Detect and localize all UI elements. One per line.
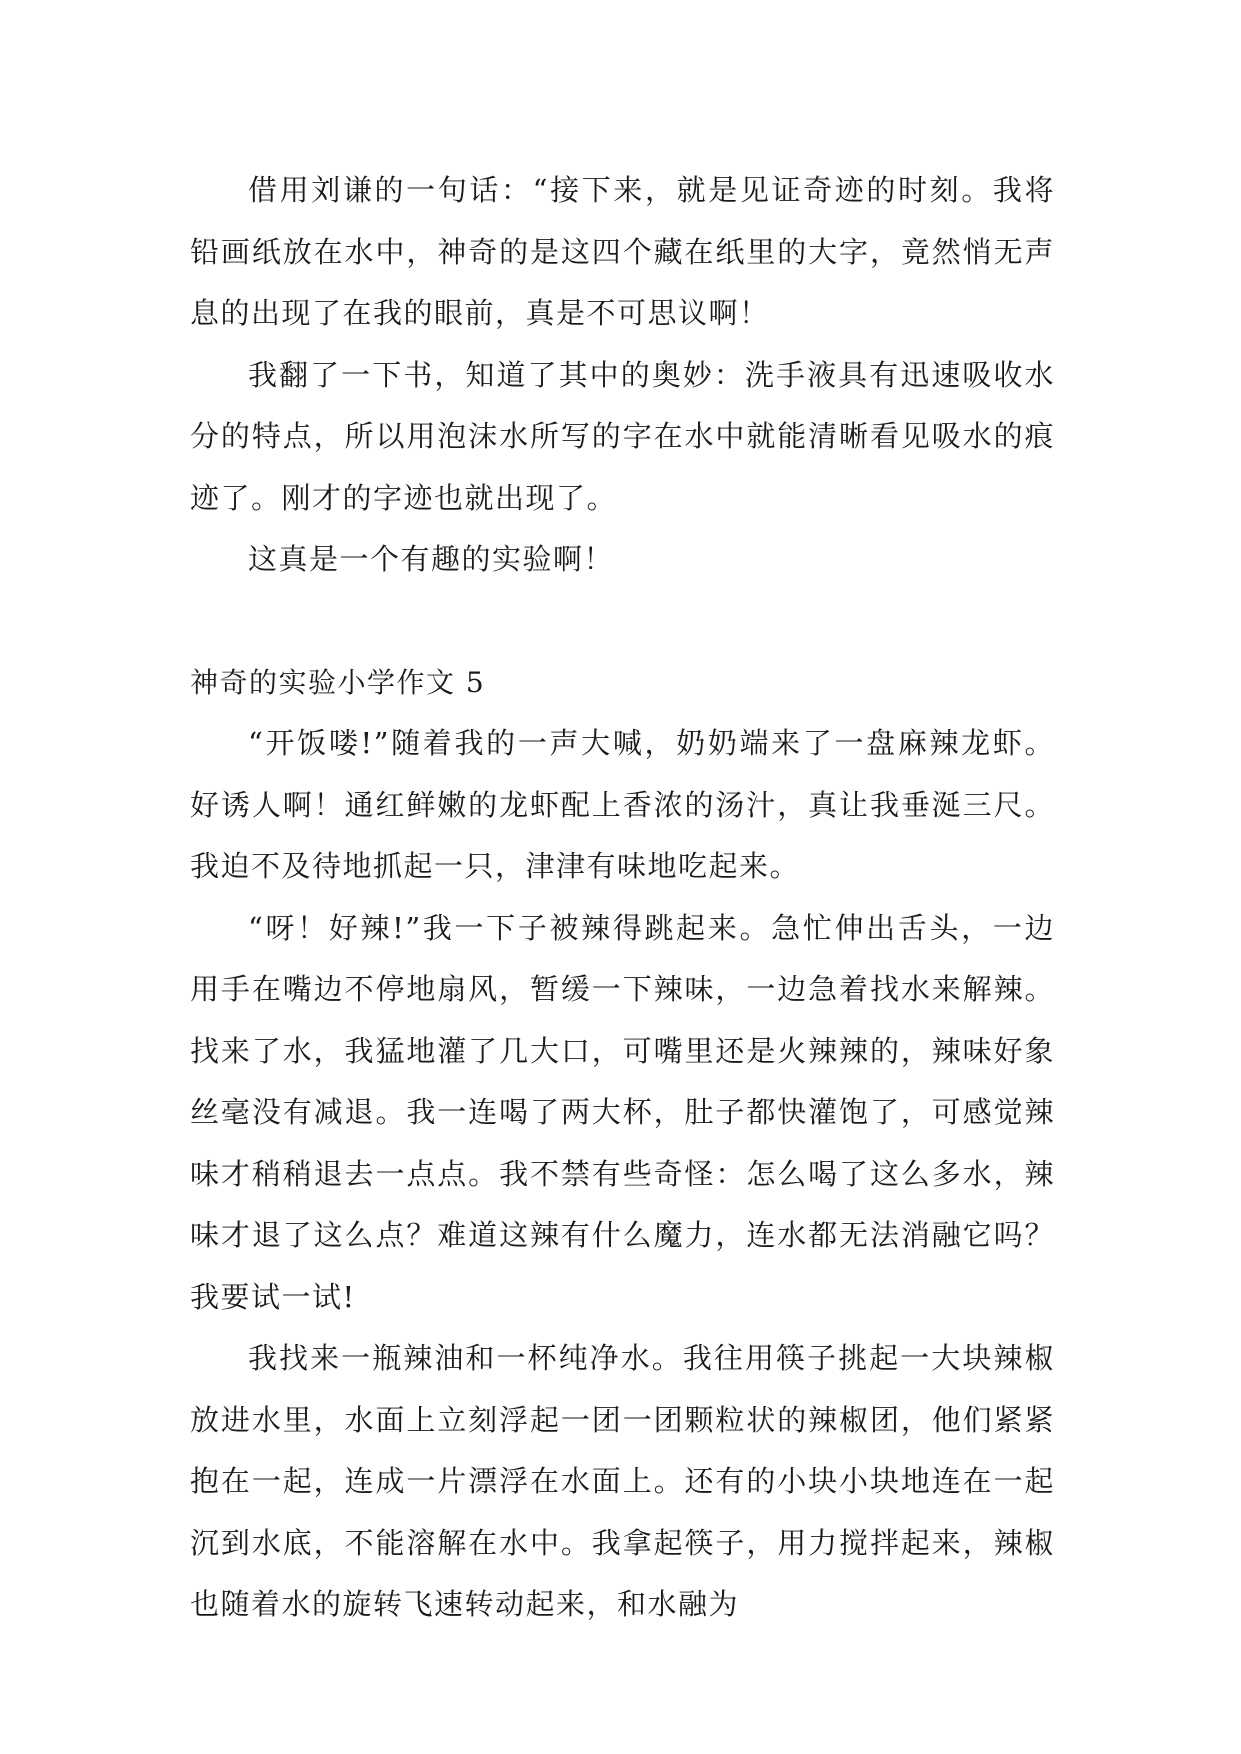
paragraph: 这真是一个有趣的实验啊！ <box>248 542 615 576</box>
paragraph: “呀！好辣!”我一下子被辣得跳起来。急忙伸出舌头，一边用手在嘴边不停地扇风，暂缓一下辣味，一边急着找水来解辣。找来了水，我猛地灌了几大口，可嘴里还是火辣辣的，辣味好象丝毫没有减退。我一连喝了两大杯，肚子都快灌饱了，可感觉辣味才稍稍退去一点点。我不禁有些奇怪：怎么喝了这么多水，辣味才退了这么点？难道这辣有什么魔力，连水都无法消融它吗？我要试一试! <box>190 910 1055 1314</box>
essay-title: 神奇的实验小学作文 5 <box>190 665 486 699</box>
paragraph: 我找来一瓶辣油和一杯纯净水。我往用筷子挑起一大块辣椒放进水里，水面上立刻浮起一团一团颗粒状的辣椒团，他们紧紧抱在一起，连成一片漂浮在水面上。还有的小块小块地连在一起沉到水底，不能溶解在水中。我拿起筷子，用力搅拌起来，辣椒也随着水的旋转飞速转动起来，和水融为 <box>190 1341 1055 1621</box>
paragraph: “开饭喽!”随着我的一声大喊，奶奶端来了一盘麻辣龙虾。好诱人啊！通红鲜嫩的龙虾配上香浓的汤汁，真让我垂涎三尺。我迫不及待地抓起一只，津津有味地吃起来。 <box>190 726 1055 883</box>
paragraph: 我翻了一下书，知道了其中的奥妙：洗手液具有迅速吸收水分的特点，所以用泡沫水所写的字在水中就能清晰看见吸水的痕迹了。刚才的字迹也就出现了。 <box>190 357 1055 515</box>
document-body <box>190 160 1055 1636</box>
paragraph: 借用刘谦的一句话：“接下来，就是见证奇迹的时刻。我将铅画纸放在水中，神奇的是这四个藏在纸里的大字，竟然悄无声息的出现了在我的眼前，真是不可思议啊！ <box>190 173 1055 330</box>
